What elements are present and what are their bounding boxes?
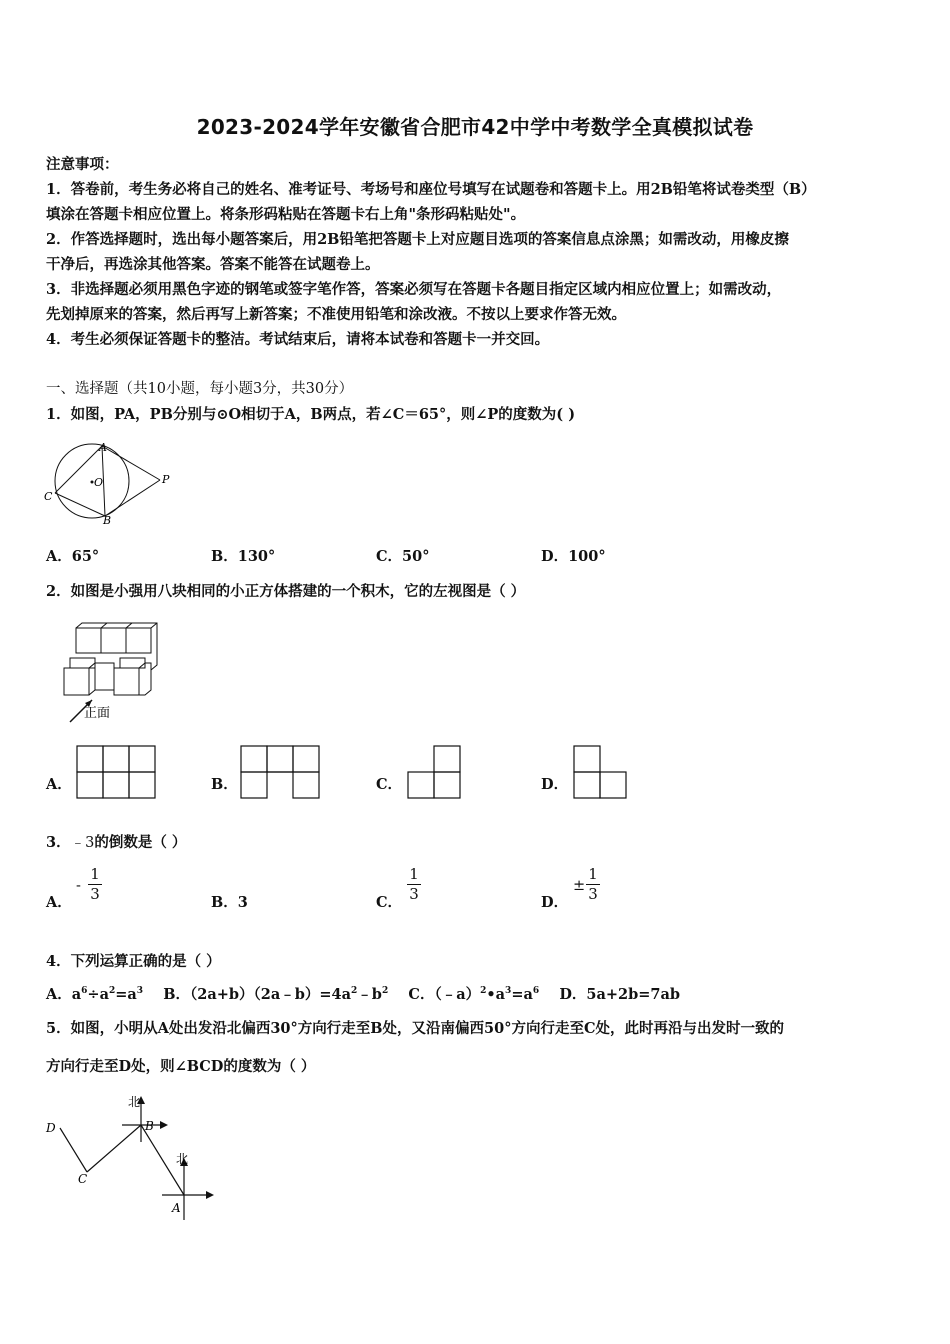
- q1-option-b[interactable]: B．130°: [211, 548, 276, 565]
- front-label: 正面: [84, 706, 111, 721]
- section-heading: 一、选择题（共10小题，每小题3分，共30分）: [46, 381, 354, 397]
- q3-option-b[interactable]: B．3: [211, 894, 248, 911]
- notice-heading: 注意事项：: [46, 156, 119, 173]
- q3-option-a-sign: -: [76, 878, 81, 894]
- notice-line: 4．考生必须保证答题卡的整洁。考试结束后，请将本试卷和答题卡一并交回。: [46, 331, 550, 348]
- q3-option-c-fraction[interactable]: [407, 866, 421, 903]
- q2-figure: [58, 620, 168, 726]
- q3-option-d-letter[interactable]: D．: [541, 894, 569, 911]
- q4-option-c[interactable]: C．$(﹣a)^2•a^3=a^6$: [408, 986, 540, 1003]
- fraction-denominator: 3: [588, 885, 598, 903]
- q1-option-d[interactable]: D．100°: [541, 548, 606, 565]
- label-a: A: [99, 441, 107, 454]
- q1-option-c[interactable]: C．50°: [376, 548, 430, 565]
- label-c: C: [44, 490, 53, 503]
- question-5-stem-line1: 5．如图，小明从A处出发沿北偏西30°方向行走至B处，又沿南偏西50°方向行走至C处，此时再沿与出发时一致的: [46, 1020, 784, 1037]
- label-b: B: [145, 1119, 154, 1133]
- fraction-denominator: 3: [409, 885, 419, 903]
- q2-option-d-letter[interactable]: D．: [541, 776, 569, 793]
- question-5-stem-line2: 方向行走至D处，则∠BCD的度数为（ ）: [46, 1058, 316, 1075]
- label-a: A: [172, 1201, 181, 1215]
- notice-line: 2．作答选择题时，选出每小题答案后，用2B铅笔把答题卡上对应题目选项的答案信息点涂黑；如需改动，用橡皮擦: [46, 231, 789, 248]
- north-label-a: 北: [176, 1152, 189, 1166]
- q3-stem-rest: 的倒数是（ ）: [94, 834, 187, 851]
- fraction-numerator: 1: [90, 865, 100, 883]
- label-d: D: [46, 1121, 56, 1135]
- q2-option-b-letter[interactable]: B．: [211, 776, 238, 793]
- notice-line: 先划掉原来的答案，然后再写上新答案；不准使用铅笔和涂改液。不按以上要求作答无效。: [46, 306, 626, 323]
- q3-option-c-letter[interactable]: C．: [376, 894, 403, 911]
- q2-option-a-view[interactable]: [76, 745, 156, 799]
- q2-option-d-view[interactable]: [572, 745, 628, 799]
- q3-option-d-fraction[interactable]: [586, 866, 600, 903]
- label-b: B: [103, 514, 112, 527]
- question-1-stem: 1．如图，PA，PB分别与⊙O相切于A，B两点，若∠C＝65°，则∠P的度数为( ): [46, 406, 576, 423]
- label-p: P: [162, 473, 170, 486]
- fraction-denominator: 3: [90, 885, 100, 903]
- q2-option-b-view[interactable]: [240, 745, 322, 799]
- q2-option-c-view[interactable]: [406, 745, 462, 799]
- fraction-numerator: 1: [588, 865, 598, 883]
- question-4-stem: 4．下列运算正确的是（ ）: [46, 953, 221, 970]
- q3-number: 3．: [46, 834, 71, 851]
- question-3-stem: [46, 831, 186, 852]
- q3-option-a-letter[interactable]: A．: [46, 894, 72, 911]
- q1-figure: [42, 436, 182, 528]
- q3-option-d-sign: ±: [573, 878, 586, 894]
- notice-line: 干净后，再选涂其他答案。答案不能答在试题卷上。: [46, 256, 380, 273]
- q5-figure: [42, 1090, 222, 1230]
- q4-option-a[interactable]: A．$a^6\div a^2=a^3$: [46, 986, 144, 1003]
- q4-option-b[interactable]: B．$(2a+b)(2a﹣b)=4a^2﹣b^2$: [163, 986, 389, 1003]
- q1-option-a[interactable]: A．65°: [46, 548, 100, 565]
- q3-option-a-fraction[interactable]: [88, 866, 102, 903]
- chord-cb: [55, 493, 105, 516]
- label-o: O: [94, 476, 104, 489]
- q2-option-c-letter[interactable]: C．: [376, 776, 403, 793]
- q4-options-row: [46, 983, 680, 1004]
- tangent-pa: [102, 446, 160, 480]
- north-label-b: 北: [128, 1095, 141, 1109]
- label-c: C: [78, 1172, 88, 1186]
- page-title: 2023-2024学年安徽省合肥市42中学中考数学全真模拟试卷: [196, 115, 754, 139]
- question-2-stem: 2．如图是小强用八块相同的小正方体搭建的一个积木，它的左视图是（ ）: [46, 583, 526, 600]
- notice-line: 填涂在答题卡相应位置上。将条形码粘贴在答题卡右上角"条形码粘贴处"。: [46, 206, 526, 223]
- q2-option-a-letter[interactable]: A．: [46, 776, 72, 793]
- q4-option-d[interactable]: D．5a+2b=7ab: [559, 986, 681, 1003]
- tangent-pb: [105, 480, 160, 516]
- notice-line: 1．答卷前，考生务必将自己的姓名、准考证号、考场号和座位号填写在试题卷和答题卡上。用2B铅笔将试卷类型（B）: [46, 181, 816, 198]
- fraction-numerator: 1: [409, 865, 419, 883]
- notice-line: 3．非选择题必须用黑色字迹的钢笔或签字笔作答，答案必须写在答题卡各题目指定区域内相应位置上；如需改动，: [46, 281, 782, 298]
- q3-value: ﹣3: [70, 835, 95, 851]
